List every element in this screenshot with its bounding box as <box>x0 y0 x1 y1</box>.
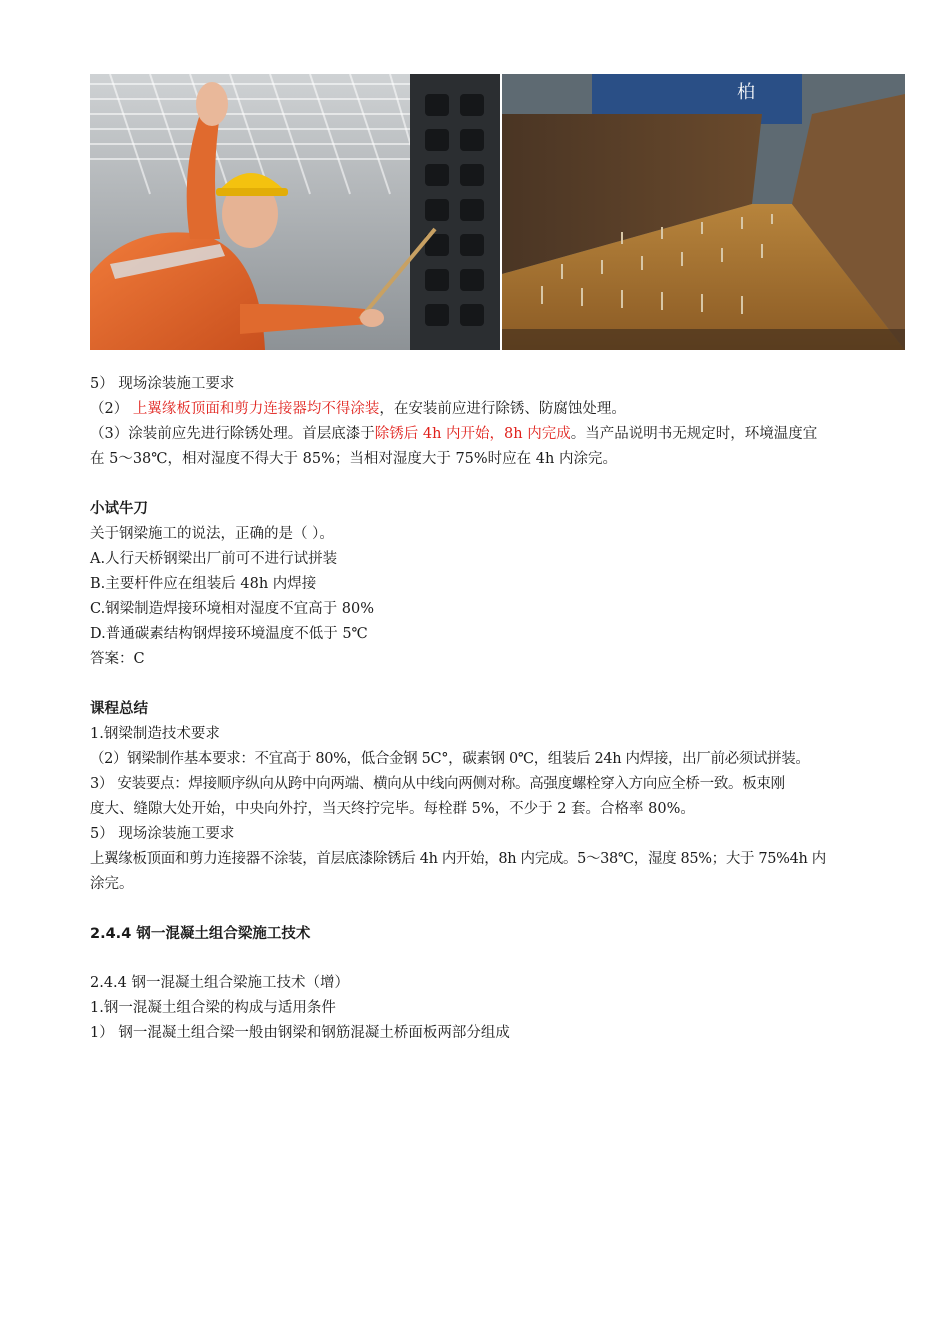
item2-rest: ，在安装前应进行除锈、防腐蚀处理。 <box>379 401 626 417</box>
worker-photo <box>90 74 500 350</box>
quiz-question: 关于钢梁施工的说法，正确的是（ ）。 <box>90 526 334 542</box>
section5-heading: 5） 现场涂装施工要求 <box>90 376 235 392</box>
quiz-option-c: C.钢梁制造焊接环境相对湿度不宜高于 80% <box>90 601 375 617</box>
quiz-option-b: B.主要杆件应在组装后 48h 内焊接 <box>90 576 317 592</box>
summary-line-2: （2）钢梁制作基本要求：不宜高于 80%，低合金钢 5C°，碳素钢 0℃，组装后 24h 内焊接，出厂前必须试拼装。 <box>90 751 810 767</box>
quiz-answer: 答案：C <box>90 651 145 667</box>
section-244-heading: 2.4.4 钢一混凝土组合梁施工技术 <box>90 926 311 942</box>
quiz-title: 小试牛刀 <box>90 501 148 517</box>
summary-line-3b: 度大、缝隙大处开始，中央向外拧，当天终拧完毕。每栓群 5%，不少于 2 套。合格率 80%。 <box>90 801 695 817</box>
quiz-option-a: A.人行天桥钢梁出厂前可不进行试拼装 <box>90 551 338 567</box>
summary-title: 课程总结 <box>90 701 148 717</box>
summary-line-3a: 3） 安装要点：焊接顺序纵向从跨中向两端、横向从中线向两侧对称。高强度螺栓穿入方向应全桥一致。板束刚 <box>90 776 785 792</box>
photo-row <box>90 74 905 350</box>
section-244-line-1: 1.钢一混凝土组合梁的构成与适用条件 <box>90 1000 336 1016</box>
section-244-sub: 2.4.4 钢一混凝土组合梁施工技术（增） <box>90 975 350 991</box>
item3-prefix: （3）涂装前应先进行除锈处理。首层底漆于 <box>90 426 375 442</box>
item2-highlight: 上翼缘板顶面和剪力连接器均不得涂装 <box>132 401 380 417</box>
summary-line-1: 1.钢梁制造技术要求 <box>90 726 220 742</box>
sign-text: 柏 <box>737 82 755 103</box>
item3-rest: 。当产品说明书无规定时，环境温度宜 <box>570 426 818 442</box>
section5-item3 <box>90 422 817 447</box>
item3-highlight: 除锈后 4h 内开始，8h 内完成 <box>374 426 571 442</box>
steel-girder-photo <box>502 74 905 350</box>
summary-line-5a: 上翼缘板顶面和剪力连接器不涂装，首层底漆除锈后 4h 内开始，8h 内完成。5～38℃，湿度 85%；大于 75%4h 内 <box>90 851 826 867</box>
summary-line-5b: 涂完。 <box>90 876 134 892</box>
quiz-option-d: D.普通碳素结构钢焊接环境温度不低于 5℃ <box>90 626 368 642</box>
section5-item3-line2: 在 5～38℃，相对湿度不得大于 85%；当相对湿度大于 75%时应在 4h 内涂完。 <box>90 451 617 467</box>
summary-line-4: 5） 现场涂装施工要求 <box>90 826 235 842</box>
section5-item2 <box>90 397 626 422</box>
section-244-line-2: 1） 钢一混凝土组合梁一般由钢梁和钢筋混凝土桥面板两部分组成 <box>90 1025 510 1041</box>
item2-prefix: （2） <box>90 401 129 417</box>
